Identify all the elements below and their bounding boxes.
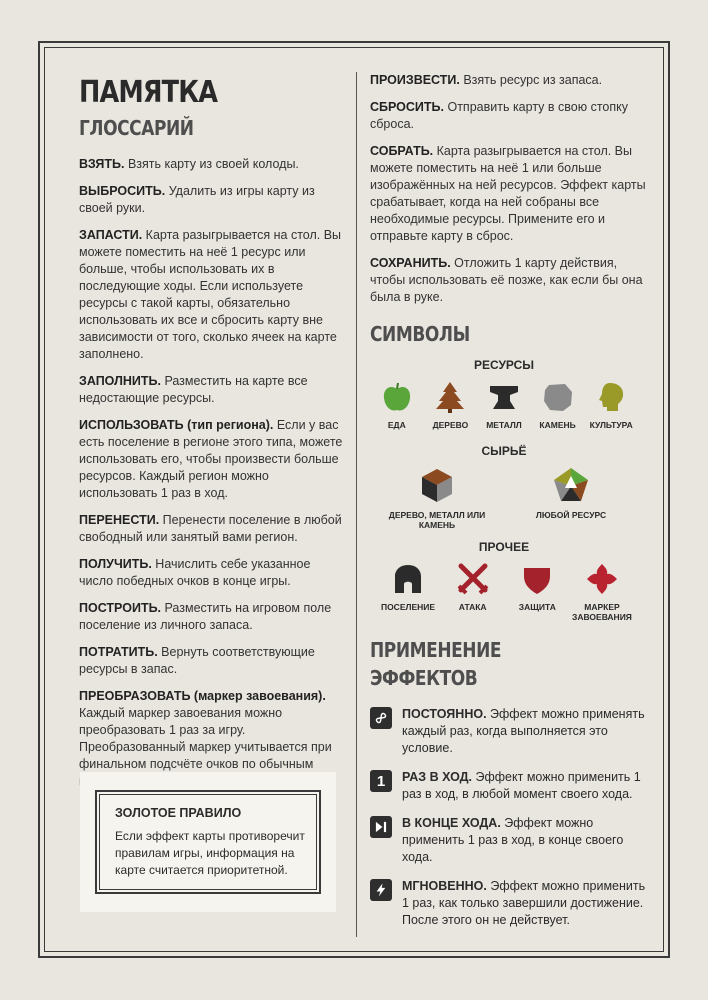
left-column: [79, 72, 347, 800]
resource-label: КУЛЬТУРА: [589, 420, 633, 430]
other-label: ПОСЕЛЕНИЕ: [380, 602, 436, 612]
effect-term: РАЗ В ХОД.: [402, 770, 473, 784]
glossary-entry: [370, 255, 650, 306]
other-conquest-marker: [574, 562, 630, 622]
effect-item: [370, 706, 650, 757]
resource-culture: [584, 380, 638, 430]
entry-text: Разместить на карте все недостающие ресурсы.: [79, 374, 308, 405]
entry-term: ИСПОЛЬЗОВАТЬ (тип региона).: [79, 418, 274, 432]
entry-term: ПОСТРОИТЬ.: [79, 601, 162, 615]
glossary-entry: [79, 644, 347, 678]
glossary-entry: [79, 600, 347, 634]
resources-subtitle: РЕСУРСЫ: [473, 358, 535, 372]
other-subtitle: ПРОЧЕЕ: [478, 540, 530, 554]
entry-term: ПЕРЕНЕСТИ.: [79, 513, 160, 527]
glossary-entry: [79, 227, 347, 363]
apple-icon: [380, 380, 414, 414]
end-turn-icon: [370, 816, 392, 838]
raw-row: [370, 466, 638, 530]
page-title: ПАМЯТКА: [79, 75, 218, 110]
effect-desc: Эффект можно применить 1 раз в ход, в любой момент своего хода.: [402, 770, 641, 801]
resource-label: МЕТАЛЛ: [486, 420, 522, 430]
other-settlement: [380, 562, 436, 622]
entry-text: Отложить 1 карту действия, чтобы использовать её позже, как если бы она была в руке.: [370, 256, 643, 304]
tree-icon: [433, 380, 467, 414]
effect-item: [370, 769, 650, 803]
entry-term: СОБРАТЬ.: [370, 144, 434, 158]
right-column: [370, 72, 650, 941]
entry-term: ПОЛУЧИТЬ.: [79, 557, 152, 571]
glossary-entry: [370, 99, 650, 133]
resource-label: ДЕРЕВО: [432, 420, 469, 430]
entry-term: ВЫБРОСИТЬ.: [79, 184, 166, 198]
conquest-marker-icon: [585, 562, 619, 596]
resource-food: [370, 380, 424, 430]
pentagon-icon: [552, 466, 590, 504]
entry-text: Разместить на игровом поле поселение из личного запаса.: [79, 601, 332, 632]
raw-label: ДЕРЕВО, МЕТАЛЛ ИЛИ КАМЕНЬ: [388, 510, 486, 530]
glossary-entry: [79, 417, 347, 502]
raw-label: ЛЮБОЙ РЕСУРС: [535, 510, 607, 520]
glossary-entry: [79, 373, 347, 407]
other-label: МАРКЕР ЗАВОЕВАНИЯ: [572, 602, 632, 622]
resource-stone: [531, 380, 585, 430]
entry-term: ЗАПОЛНИТЬ.: [79, 374, 161, 388]
entry-term: ПОТРАТИТЬ.: [79, 645, 158, 659]
effect-text: [402, 815, 650, 866]
cube-icon: [418, 466, 456, 504]
resources-row: [370, 380, 638, 430]
other-attack: [445, 562, 501, 622]
glossary-entry: [370, 143, 650, 245]
anvil-icon: [487, 380, 521, 414]
resource-metal: [477, 380, 531, 430]
other-defense: [509, 562, 565, 622]
entry-term: ЗАПАСТИ.: [79, 228, 143, 242]
entry-term: СБРОСИТЬ.: [370, 100, 445, 114]
golden-rule-title: ЗОЛОТОЕ ПРАВИЛО: [115, 806, 242, 820]
entry-term: ПРЕОБРАЗОВАТЬ (маркер завоевания).: [79, 689, 326, 703]
entry-text: Если у вас есть поселение в регионе этого типа, можете использовать его, чтобы произвести больше ресурсов. Каждый регион можно использовать 1 раз в ход.: [79, 418, 343, 500]
effects-title: ПРИМЕНЕНИЕ ЭФФЕКТОВ: [370, 638, 502, 690]
effect-text: [402, 706, 650, 757]
glossary-entry: [79, 556, 347, 590]
effect-term: ПОСТОЯННО.: [402, 707, 487, 721]
raw-any: [516, 466, 626, 530]
lightning-icon: [370, 879, 392, 901]
entry-text: Каждый маркер завоевания можно преобразовать 1 раз за игру. Преобразованный маркер учитывается при финальном подсчёте очков по обычным: [79, 706, 332, 771]
effect-item: [370, 815, 650, 866]
other-row: [380, 562, 630, 622]
entry-text: Взять ресурс из запаса.: [459, 73, 603, 87]
one-icon-digit: 1: [376, 772, 386, 790]
entry-text: Карта разыгрывается на стол. Вы можете поместить на неё 1 ресурс или больше, чтобы использовать их в последующие ходы. Если используете ресурсы с такой карты, обязательно использовать их все и сбросить карту вне зависимости от того, сколько ячеек на карте заполнено.: [79, 228, 342, 361]
entry-text: Удалить из игры карту из своей руки.: [79, 184, 315, 215]
effect-desc: Эффект можно применить 1 раз в ход, в конце своего хода.: [402, 816, 624, 864]
resource-label: КАМЕНЬ: [539, 420, 576, 430]
entry-text: Взять карту из своей колоды.: [124, 157, 299, 171]
house-icon: [391, 562, 425, 596]
symbols-title: СИМВОЛЫ: [370, 322, 470, 346]
entry-text: Начислить себе указанное число победных очков в конце игры.: [79, 557, 311, 588]
entry-term: СОХРАНИТЬ.: [370, 256, 451, 270]
swords-icon: [456, 562, 490, 596]
golden-rule-panel: [80, 772, 336, 912]
entry-term: ПРОИЗВЕСТИ.: [370, 73, 460, 87]
other-label: АТАКА: [458, 602, 487, 612]
column-divider: [356, 72, 357, 937]
head-icon: [594, 380, 628, 414]
effect-desc: Эффект можно применять каждый раз, когда выполняется это условие.: [402, 707, 645, 755]
glossary-entry: [79, 512, 347, 546]
other-label: ЗАЩИТА: [518, 602, 556, 612]
resource-label: ЕДА: [387, 420, 406, 430]
resource-wood: [424, 380, 478, 430]
effect-text: [402, 878, 650, 929]
entry-text: Вернуть соответствующие ресурсы в запас.: [79, 645, 315, 676]
raw-wood-metal-stone: [382, 466, 492, 530]
infinity-icon: [370, 707, 392, 729]
entry-text: Перенести поселение в любой свободный или занятый вами регион.: [79, 513, 342, 544]
glossary-entry: [79, 183, 347, 217]
effect-desc: Эффект можно применить 1 раз, как только завершили достижение. После этого он не действует.: [402, 879, 646, 927]
shield-icon: [520, 562, 554, 596]
effect-item: [370, 878, 650, 929]
effect-text: [402, 769, 650, 803]
golden-rule-text: Если эффект карты противоречит правилам игры, информация на карте считается приоритетной.: [115, 829, 305, 877]
entry-term: ВЗЯТЬ.: [79, 157, 125, 171]
entry-text: Карта разыгрывается на стол. Вы можете поместить на неё 1 или больше изображённых на ней ресурсов. Эффект карты срабатывает, когда на ней собраны все необходимые ресурсы. Примените его и отправьте карту в сброс.: [370, 144, 646, 243]
glossary-entry: [79, 156, 347, 173]
glossary-title: ГЛОССАРИЙ: [79, 116, 194, 140]
one-icon: [370, 770, 392, 792]
raw-subtitle: СЫРЬЁ: [481, 444, 527, 458]
stone-icon: [541, 380, 575, 414]
glossary-entry: [370, 72, 650, 89]
golden-rule-box: [95, 790, 321, 894]
effect-term: МГНОВЕННО.: [402, 879, 487, 893]
entry-text: Отправить карту в свою стопку сброса.: [370, 100, 628, 131]
effect-term: В КОНЦЕ ХОДА.: [402, 816, 501, 830]
